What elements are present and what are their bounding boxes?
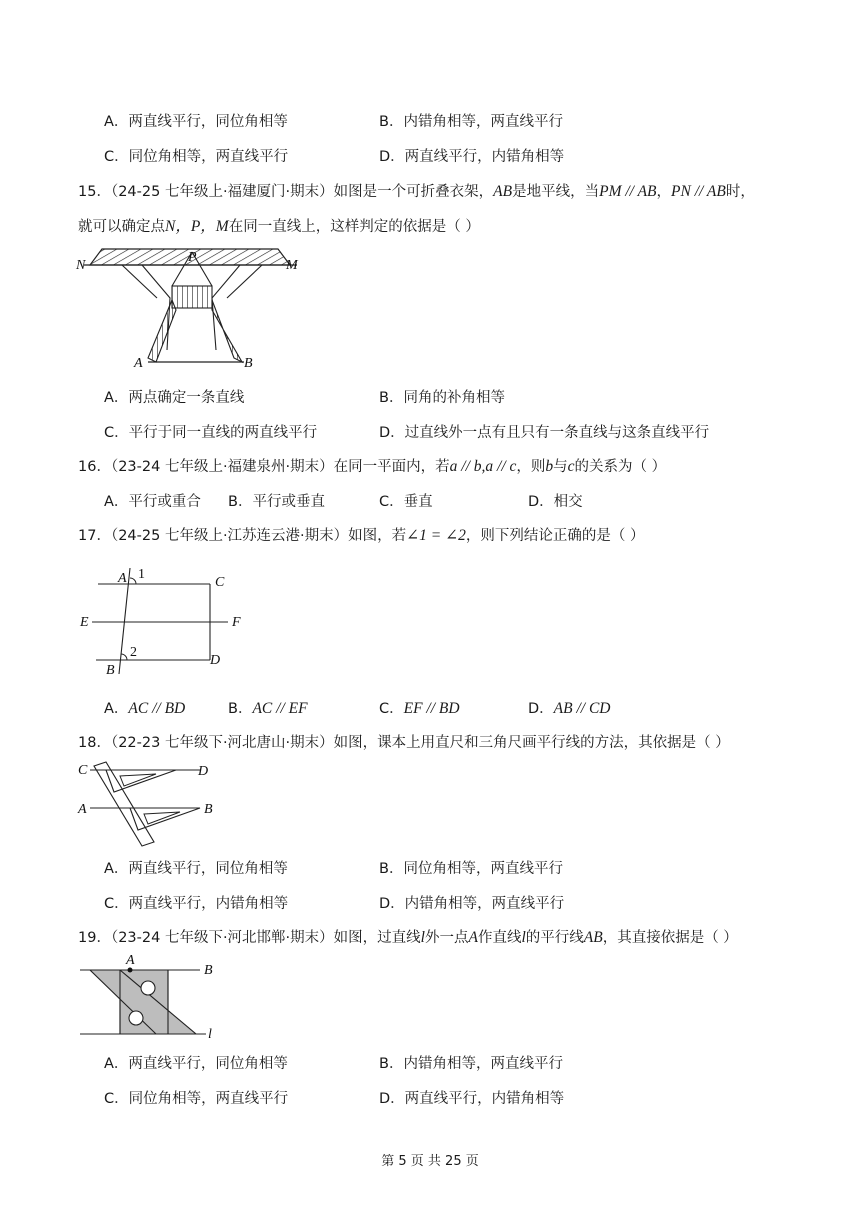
q17-label-d: D — [210, 653, 221, 668]
q19-ab: AB — [583, 929, 603, 946]
q17-option-a-text: AC // BD — [128, 700, 186, 717]
q19-mid1: 外一点 — [424, 930, 469, 946]
q14-option-c: C．同位角相等，两直线平行 — [104, 149, 289, 165]
q17-label-c: C — [215, 575, 225, 590]
q17-option-b-label: B． — [228, 701, 253, 717]
q17-label-b: B — [106, 663, 115, 678]
q16-option-d: D．相交 — [528, 494, 583, 510]
q19-option-b: B．内错角相等，两直线平行 — [379, 1056, 563, 1072]
q15-comma: ， — [656, 184, 672, 200]
q16-option-c: C．垂直 — [379, 494, 433, 510]
q15-label-b: B — [244, 356, 253, 370]
q17-stem — [78, 524, 644, 545]
q16-mid: ，则 — [516, 459, 546, 475]
q18-option-a: A．两直线平行，同位角相等 — [104, 861, 288, 877]
q15-label-m: M — [286, 258, 298, 273]
q16-option-b: B．平行或垂直 — [228, 494, 325, 510]
q15-prefix: 15．（24-25 七年级上·福建厦门·期末）如图是一个可折叠衣架， — [78, 184, 494, 200]
q15-label-n: N — [76, 258, 86, 273]
q15-option-d: D．过直线外一点有且只有一条直线与这条直线平行 — [379, 425, 710, 441]
q16-suffix: 的关系为（ ） — [574, 459, 667, 475]
q17-option-c-label: C． — [379, 701, 404, 717]
q17-suffix: ，则下列结论正确的是（ ） — [465, 528, 645, 544]
q15-stem-line1 — [78, 180, 755, 201]
q19-option-d: D．两直线平行，内错角相等 — [379, 1091, 565, 1107]
q17-figure — [78, 562, 258, 682]
q17-option-b — [228, 697, 308, 718]
q16-cond: a // b,a // c — [449, 458, 517, 475]
q17-prefix: 17．（24-25 七年级上·江苏连云港·期末）如图，若 — [78, 528, 407, 544]
q17-label-e: E — [80, 615, 89, 630]
q19-label-a: A — [126, 953, 135, 968]
q16-stem — [78, 455, 666, 476]
q18-figure-ruler-triangle — [76, 760, 226, 850]
q19-label-l: l — [208, 1027, 212, 1042]
q18-option-c: C．两直线平行，内错角相等 — [104, 896, 289, 912]
q19-figure — [76, 952, 226, 1042]
q17-label-2: 2 — [130, 645, 137, 660]
q14-option-a: A．两直线平行，同位角相等 — [104, 114, 288, 130]
q17-option-d-text: AB // CD — [553, 700, 611, 717]
q15-line2b: 在同一直线上，这样判定的依据是（ ） — [228, 219, 480, 235]
q19-stem — [78, 926, 738, 947]
q17-option-a-label: A． — [104, 701, 129, 717]
q17-option-b-text: AC // EF — [252, 700, 308, 717]
q17-option-d-label: D． — [528, 701, 554, 717]
q15-label-p: P — [188, 250, 197, 265]
q15-mid1: 是地平线，当 — [512, 184, 600, 200]
q16-with: 与 — [553, 459, 568, 475]
q19-a: A — [468, 929, 478, 946]
q18-label-a: A — [78, 802, 87, 817]
q19-option-a: A．两直线平行，同位角相等 — [104, 1056, 288, 1072]
q18-option-b: B．同位角相等，两直线平行 — [379, 861, 563, 877]
q15-label-a: A — [134, 356, 143, 370]
q15-ab: AB — [493, 183, 513, 200]
q19-mid2: 作直线 — [477, 930, 522, 946]
q15-cond1: PM // AB — [599, 183, 657, 200]
q15-option-c: C．平行于同一直线的两直线平行 — [104, 425, 318, 441]
q15-points: N，P，M — [165, 218, 229, 235]
q16-option-a: A．平行或重合 — [104, 494, 201, 510]
q17-option-c — [379, 697, 460, 718]
q18-label-d: D — [198, 764, 209, 779]
q15-option-a: A．两点确定一条直线 — [104, 390, 245, 406]
q19-l2: l — [521, 929, 526, 946]
q19-prefix: 19．（23-24 七年级下·河北邯郸·期末）如图，过直线 — [78, 930, 421, 946]
q15-figure-clothes-rack — [72, 240, 312, 370]
q15-option-b: B．同角的补角相等 — [379, 390, 505, 406]
q19-l1: l — [420, 929, 425, 946]
q18-label-b: B — [204, 802, 213, 817]
q17-option-a — [104, 697, 185, 718]
q18-label-c: C — [78, 763, 88, 778]
q17-cond: ∠1 = ∠2 — [406, 527, 466, 544]
q17-label-f: F — [232, 615, 241, 630]
q19-mid3: 的平行线 — [525, 930, 584, 946]
q14-option-d: D．两直线平行，内错角相等 — [379, 149, 565, 165]
q15-stem-line2 — [78, 214, 480, 236]
q16-prefix: 16．（23-24 七年级上·福建泉州·期末）在同一平面内，若 — [78, 459, 450, 475]
q19-label-b: B — [204, 963, 213, 978]
q19-option-c: C．同位角相等，两直线平行 — [104, 1091, 289, 1107]
q15-mid2: 时， — [725, 184, 755, 200]
q18-stem: 18．（22-23 七年级下·河北唐山·期末）如图，课本上用直尺和三角尺画平行线的方法，其依据是（ ） — [78, 735, 730, 751]
q15-line2a: 就可以确定点 — [78, 219, 165, 235]
q17-label-a: A — [118, 571, 127, 586]
q14-option-b: B．内错角相等，两直线平行 — [379, 114, 563, 130]
q17-option-d — [528, 697, 611, 718]
page-footer: 第 5 页 共 25 页 — [381, 1154, 479, 1169]
q16-b: b — [545, 458, 554, 475]
q19-suffix: ，其直接依据是（ ） — [602, 930, 738, 946]
q17-option-c-text: EF // BD — [403, 700, 460, 717]
q18-option-d: D．内错角相等，两直线平行 — [379, 896, 565, 912]
q17-label-1: 1 — [138, 567, 145, 582]
q15-cond2: PN // AB — [671, 183, 726, 200]
q16-c: c — [567, 458, 575, 475]
